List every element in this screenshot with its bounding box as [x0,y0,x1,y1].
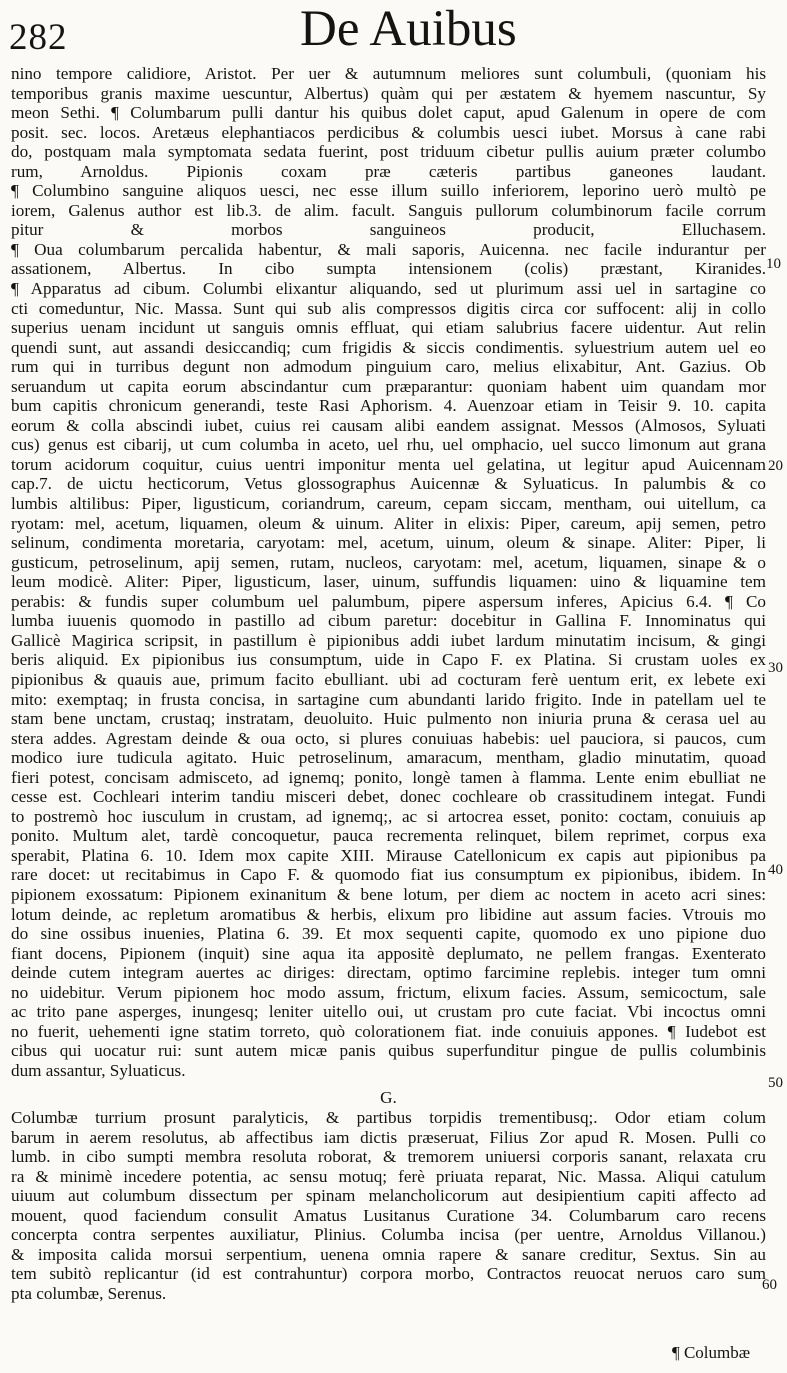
margin-number: 60 [762,1277,777,1293]
text-line: sperabit, Platina 6. 10. Idem mox capite XIII. Mirause Catellonicum ex capis aut pipionibus pa [11,845,766,865]
page-number: 282 [9,17,68,58]
text-line: pipionibus & quauis aue, primum facito ebulliant. ubi ad cocturam ferè uentum erit, ex lebete exi [11,669,766,689]
text-line: to postremò hoc iusculum in crustam, ad ignemq;, ac si artocrea esset, ponito: coctam, conuiuis ap [11,806,766,826]
text-line: cap.7. de uictu hecticorum, Vetus glossographus Auicennæ & Syluaticus. In palumbis & co [11,474,766,494]
text-line: Columbæ turrium prosunt paralyticis, & partibus torpidis trementibusq;. Odor etiam colum [11,1107,766,1127]
text-line: nino tempore calidiore, Aristot. Per uer & autumnum meliores sunt columbuli, (quoniam his [11,64,766,83]
text-line: rum qui in turribus degunt non admodum pinguium caro, melius elixabitur, Ant. Gazius. Ob [11,357,766,377]
text-line: ponito. Multum alet, tardè concoquetur, pauca recrementa relinquet, bilem reprimet, corpus exa [11,826,766,846]
text-line: tem subitò replicantur (id est contrahuntur) corpora morbo, Contractos reuocat neruos caro sum [11,1264,766,1284]
text-line: pta columbæ, Serenus. [11,1283,167,1303]
text-line: uiuum aut columbum dissectum per spinam melancholicorum aut desipientium capiti affecto ad [11,1186,766,1206]
text-line: lumbis altilibus: Piper, ligusticum, coriandrum, careum, cepam siccam, mentham, oui uitellum, ca [11,494,766,514]
text-line: cti comeduntur, Nic. Massa. Sunt qui sub alis compressos digitis circa cor suffocent: alij in collo [11,298,766,318]
margin-number: 10 [766,256,781,272]
catchword: ¶ Columbæ [672,1343,751,1362]
text-line: selinum, condimenta moretaria, caryotam: mel, acetum, uinum, oleum & sinape. Aliter: Piper, li [11,533,766,553]
text-line: deinde cutem integram auertes ac diriges: directam, optimo farcimine replebis. integer tum omni [11,963,766,983]
text-line: rum, Arnoldus. Pipionis coxam præ cæteris partibus ganeones laudant. [11,161,766,181]
margin-number: 50 [768,1075,783,1091]
text-line: stam bene unctam, crustaq; instratam, deuoluito. Huic pulmento non iniuria pruna & cerasa uel au [11,709,766,729]
text-line: ra & minimè incedere potentia, ac sensu motuq; ferè priuata reparat, Nic. Massa. Aliqui catulum [11,1166,766,1186]
text-line: ac trito pane asperges, inungesq; leniter uitello oui, ut crustam pro cute faciat. Vbi incoctus omni [11,1002,766,1022]
text-line: no fuerit, uehementi igne statim torreto, quò colorationem fiat. inde conuiuis appones. ¶ Iudebot est [11,1021,766,1041]
text-line: ryotam: mel, acetum, liquamen, oleum & uinum. Aliter in elixis: Piper, careum, apij semen, petro [11,513,766,533]
running-title: De Auibus [300,1,517,57]
text-line: fiant docens, Pipionem (inquit) sine aqua ita appositè deplumato, ne pellem frangas. Exenterato [11,943,766,963]
text-line: cibus qui uocatur rui: sunt autem micæ panis quibus superfunditur pingue de pullis columbinis [11,1041,766,1061]
text-line: torum acidorum coquitur, cuius uentri imponitur menta uel gelatina, ut legitur apud Auicennam [11,454,766,474]
text-line: mouent, quod faciendum consulit Amatus Lusitanus Curatione 34. Columbarum caro recens [11,1205,766,1225]
text-line: Gallicè Magirica scripsit, in pastillum è pipionibus addi iubet lardum minutatim incisum, & gingi [11,630,766,650]
text-line: leum modicè. Aliter: Piper, ligusticum, laser, uinum, suffundis liquamen: uino & liquamine tem [11,572,766,592]
main-text [11,64,766,1303]
text-line: do, postquam mala symptomata sedata fuerint, post triduum cibetur pullis auium præter columbo [11,142,766,162]
text-line: pipionem exossatum: Pipionem exinanitum & bene lotum, per diem ac noctem in aceto acri sines: [11,884,766,904]
text-line: cus) genus est cibarij, ut cum columba in aceto, uel rhu, uel omphacio, uel succo limonum aut grana [11,435,766,455]
text-line: ¶ Oua columbarum percalida habentur, & mali saporis, Auicenna. nec facile indurantur per [11,239,766,259]
text-line: meon Sethi. ¶ Columbarum pulli dantur his quibus dolet caput, apud Galenum in opere de com [11,103,766,123]
text-line: seruandum ut capita eorum abscindantur cum præparantur: quoniam habent uim quandam mor [11,376,766,396]
text-line: cesse est. Cochleari interim tandiu misceri debet, donec cochleare ob crassitudinem integat. Fundi [11,787,766,807]
text-line: superius uenam incidunt ut sanguis omnis effluat, qui etiam salubrius facere uidentur. Aut relin [11,318,766,338]
text-line: pitur & morbos sanguineos producit, Elluchasem. [11,220,766,240]
text-line: stera addes. Agrestam deinde & oua octo, si plures conuiuas habebis: uel pauciora, si paucos, cum [11,728,766,748]
text-line: assationem, Albertus. In cibo sumpta intensionem (colis) præstant, Kiranides. [11,259,766,279]
text-line: bum capitis chronicum generandi, teste Rasi Aphorism. 4. Auenzoar etiam in Teisir 9. 10. capita [11,396,766,416]
text-line: rare docet: ut recitabimus in Capo F. & quomodo fiat ius consumptum ex pipionibus, ibidem. In [11,865,766,885]
text-line: no uidebitur. Verum pipionem hoc modo assum, frictum, elixum facies. Assum, semicoctum, sale [11,982,766,1002]
text-line: fieri potest, concisam admisceto, ad ignemq; ponito, longè tamen à flamma. Lente enim ebulliat ne [11,767,766,787]
text-line: concerpta contra serpentes auxiliatur, Plinius. Columba incisa (per uentre, Arnoldus Villanou.) [11,1225,766,1245]
text-line: perabis: & fundis super columbum uel palumbum, pipere aspersum inferes, Apicius 6.4. ¶ Co [11,591,766,611]
text-line: iorem, Galenus author est lib.3. de alim. facult. Sanguis pullorum columbinorum facile corrum [11,200,766,220]
margin-number: 40 [768,862,783,878]
text-line: & imposita calida morsui serpentium, uenena omnia rapere & sanare creditur, Sextus. Sin au [11,1244,766,1264]
margin-number: 20 [768,458,783,474]
text-line: barum in aerem resolutus, ab affectibus iam dictis præseruat, Filius Zor apud R. Mosen. Pulli co [11,1127,766,1147]
text-line: ¶ Apparatus ad cibum. Columbi elixantur aliquando, sed ut plurimum assi uel in sartagine co [11,279,766,299]
text-line: posit. sec. locos. Aretæus elephantiacos perdicibus & columbis uesci iubet. Morsus à cane rabi [11,122,766,142]
text-line: lumba iuuenis quomodo in pastillo ad cibum paretur: docebitur in Gallina F. Innominatus qui [11,611,766,631]
text-line: do sine ossibus inuenies, Platina 6. 39. Et mox sequenti capite, quomodo ex uno pipione duo [11,924,766,944]
text-line: lumb. in cibo sumpti membra resoluta roborat, & tremorem uniuersi corporis sanant, relaxata cru [11,1147,766,1167]
text-line: quendi sunt, aut assandi desiccandiq; cum frigidis & siccis condimentis. syluestrium autem uel eo [11,337,766,357]
text-line: mito: exemptaq; in frusta concisa, in sartagine cum abundanti larido frigito. Inde in patellam uel te [11,689,766,709]
text-line: temporibus granis maxime uescuntur, Albertus) quàm qui per æstatem & hyemem nascuntur, Sy [11,83,766,103]
section-letter: G. [380,1088,397,1108]
text-line: modico iure tudicula agitato. Huic petroselinum, amaracum, mentham, gladio minutatim, quoad [11,748,766,768]
text-line: gusticum, petroselinum, apij semen, rutam, nucleos, caryotam: mel, acetum, liquamen, sinape & o [11,552,766,572]
text-line: ¶ Columbino sanguine aliquos uesci, nec esse illum suillo inferiorem, leporino uerò multò pe [11,181,766,201]
margin-number: 30 [768,660,783,676]
text-line: lotum deinde, ac repletum aromatibus & herbis, elixum pro libidine aut assum facies. Vtrouis mo [11,904,766,924]
text-line: beris aliquid. Ex pipionibus ius consumptum, uide in Capo F. ex Platina. Si crustam uoles ex [11,650,766,670]
text-line: eorum & colla abscindi iubet, cuius rei causam alibi eandem assignat. Messos (Almosos, Syluati [11,415,766,435]
text-line: dum assantur, Syluaticus. [11,1060,186,1080]
